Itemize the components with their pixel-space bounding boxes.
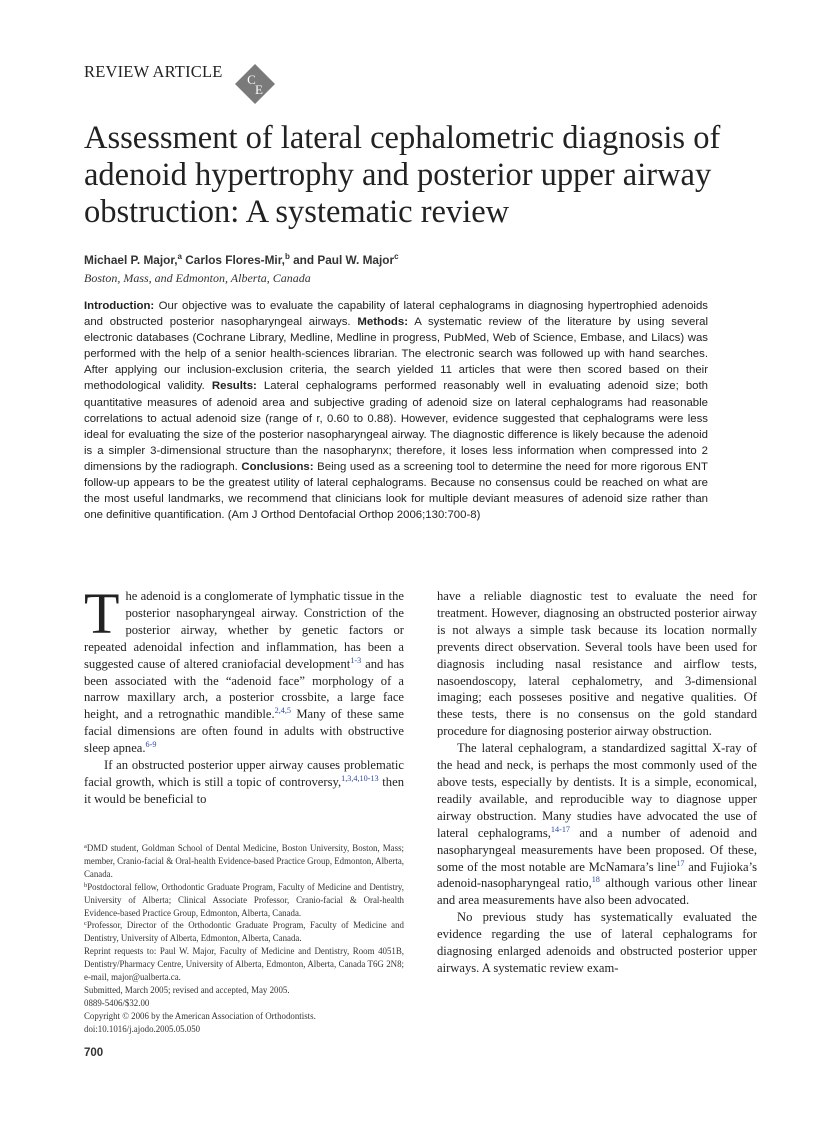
page-number: 700 [84,1047,104,1059]
author-name: and Paul W. Major [293,253,395,267]
abstract-results-label: Results: [211,380,257,393]
ce-badge-letter-c: C [247,72,256,87]
paragraph-text: and Fujioka’s adenoid-nasopharyngeal ratio, [437,859,757,891]
citation-ref[interactable]: 2,4,5 [274,706,291,716]
body-column-right [437,588,757,977]
footnote-mark: c [84,920,87,928]
footnote-text: Professor, Director of the Orthodontic Graduate Program, Faculty of Medicine and Dentistry, University of Alberta, Edmonton, Alberta, Canada. [84,920,404,944]
paragraph-text: and a number of adenoid and nasopharyngeal measurements have been proposed. Of these, some of the most notable are McNamara’s line [437,825,757,874]
abstract-results-text: Lateral cephalograms performed reasonably well in evaluating adenoid size; both quantitative measures of adenoid area and subjective grading of adenoid size on lateral cephalograms had reasonable correlations to actual adenoid size (range of r, 0.60 to 0.88). However, evidence suggested that cephalograms were less ideal for evaluating the size of the posterior nasopharyngeal airway. The diagnostic difference is likely because the adenoid is a simpler 3-dimensional structure than the nasopharynx; therefore, it loses less information when compressed into 2 dimensions by the radiograph. [84,380,709,473]
footnotes [84,842,404,1036]
paragraph-text: The lateral cephalogram, a standardized sagittal X-ray of the head and neck, is perhaps the most commonly used of the above tests, especially by dentists. It is a simple, economical, readily available, and reproducible way to diagnose upper airway obstruction. Many studies have advocated the use of lateral cephalograms, [437,741,757,840]
doi-link[interactable]: doi:10.1016/j.ajodo.2005.05.050 [84,1023,201,1034]
citation-ref[interactable]: 1-3 [350,655,362,665]
body-paragraph: have a reliable diagnostic test to evaluate the need for treatment. However, diagnosing an obstructed posterior airway is not always a simple task because its location normally prevents direct observation. Several tools have been used for diagnosis including nasal resistance and airflow tests, nasoendoscopy, lateral cephalometry, and 3-dimensional imaging; each posseses positive and negative qualities. Of these tests, there is no consensus on the gold standard procedure for diagnosing posterior airway obstruction. [437,589,757,739]
paragraph-text: and has been associated with the “adenoid face” morphology of a narrow maxillary arch, a posterior crossbite, a large face height, and a retrognathic mandible. [84,656,404,722]
footnote-c [84,919,404,945]
submission-dates: Submitted, March 2005; revised and accepted, May 2005. [84,984,290,995]
paragraph-text: he adenoid is a conglomerate of lymphatic tissue in the posterior nasopharyngeal airway. Constriction of the posterior airway, whether by genetic factors or repeated adenoidal infection and inflammation, has been a suggested cause of altered craniofacial development [84,589,404,671]
author-list [84,253,764,267]
abstract-methods-text: A systematic review of the literature by using several electronic databases (Cochrane Library, Medline, Medline in progress, PubMed, Web of Science, Embase, and Lilacs) was performed with the help of a senior health-sciences librarian. The electronic search was followed up with hand searches. After applying our inclusion-exclusion criteria, the search yielded 11 articles that were then scored based on their methodological validity. [84,316,708,393]
affiliation-mark: c [394,252,399,261]
abstract-intro-label: Introduction: [84,300,155,312]
abstract-methods-label: Methods: [357,316,409,329]
drop-cap: T [84,581,120,646]
footnote-text: DMD student, Goldman School of Dental Medicine, Boston University, Boston, Mass; member, Cranio-facial & Oral-health Evidence-based Practice Group, Edmonton, Alberta, Canada. [84,843,405,879]
affiliation-mark: b [284,252,290,261]
footnote-mark: a [84,843,87,850]
ce-badge-icon [235,64,275,104]
affiliation-mark: a [177,252,182,261]
author-name: Michael P. Major, [84,253,178,267]
citation-ref[interactable]: 18 [591,875,600,885]
citation-ref[interactable]: 14-17 [550,824,571,834]
abstract-intro-text: Our objective was to evaluate the capability of lateral cephalograms in diagnosing hypertrophied adenoids and obstructed posterior nasopharyngeal airways. [84,300,708,329]
author-location: Boston, Mass, and Edmonton, Alberta, Canada [84,271,311,285]
abstract-conclusions-text: Being used as a screening tool to determine the need for more rigorous ENT follow-up appears to be the greatest utility of lateral cephalograms. Because no consensus could be reached on what are the most useful landmarks, we recommend that clinicians look for multiple deviant measures of adenoid size rather than one definitive quantification. (Am J Orthod Dentofacial Orthop 2006;130:700-8) [84,460,708,522]
footnote-mark: b [84,881,88,889]
abstract-conclusions-label: Conclusions: [241,460,314,473]
article-title: Assessment of lateral cephalometric diagnosis of adenoid hypertrophy and posterior upper airway obstruction: A systematic review [84,120,721,230]
issn: 0889-5406/$32.00 [84,997,150,1008]
paragraph-text: If an obstructed posterior upper airway causes problematic facial growth, which is still a topic of controversy, [84,758,404,789]
section-label: REVIEW ARTICLE [84,62,223,81]
author-name: Carlos Flores-Mir, [185,253,285,267]
citation-ref[interactable]: 6-9 [145,740,157,750]
reprint-requests: Reprint requests to: Paul W. Major, Faculty of Medicine and Dentistry, Room 4051B, Dentistry/Pharmacy Centre, University of Alberta, Edmonton, Alberta, Canada T6G 2N8; e-mail, major@ualberta.ca. [84,946,404,983]
citation-ref[interactable]: 1,3,4,10-13 [341,773,379,783]
paragraph-text: then it would be beneficial to [84,774,404,806]
footnote-a [84,842,404,881]
citation-ref[interactable]: 17 [676,858,685,868]
body-paragraph [84,757,404,808]
abstract [84,298,708,523]
paragraph-text: Many of these same facial dimensions are often found in adults with obstructive sleep apnea. [84,707,404,756]
ce-badge-letter-e: E [255,82,263,97]
body-paragraph [437,740,757,909]
footnote-text: Postdoctoral fellow, Orthodontic Graduate Program, Faculty of Medicine and Dentistry, University of Alberta; Clinical Associate Professor, Cranio-facial & Oral-health Evidence-based Practice Group, Edmonton, Alberta, Canada. [84,881,404,918]
article-header [84,58,384,108]
body-column-left [84,581,404,808]
body-paragraph: No previous study has systematically evaluated the evidence regarding the use of lateral cephalograms for diagnosing enlarged adenoids and obstructed posterior upper airways. A systematic review exam- [437,910,757,975]
footnote-b [84,881,404,920]
paragraph-text: although various other linear and area measurements have also been advocated. [437,876,757,908]
body-paragraph [84,581,404,757]
copyright: Copyright © 2006 by the American Association of Orthodontists. [84,1010,316,1021]
